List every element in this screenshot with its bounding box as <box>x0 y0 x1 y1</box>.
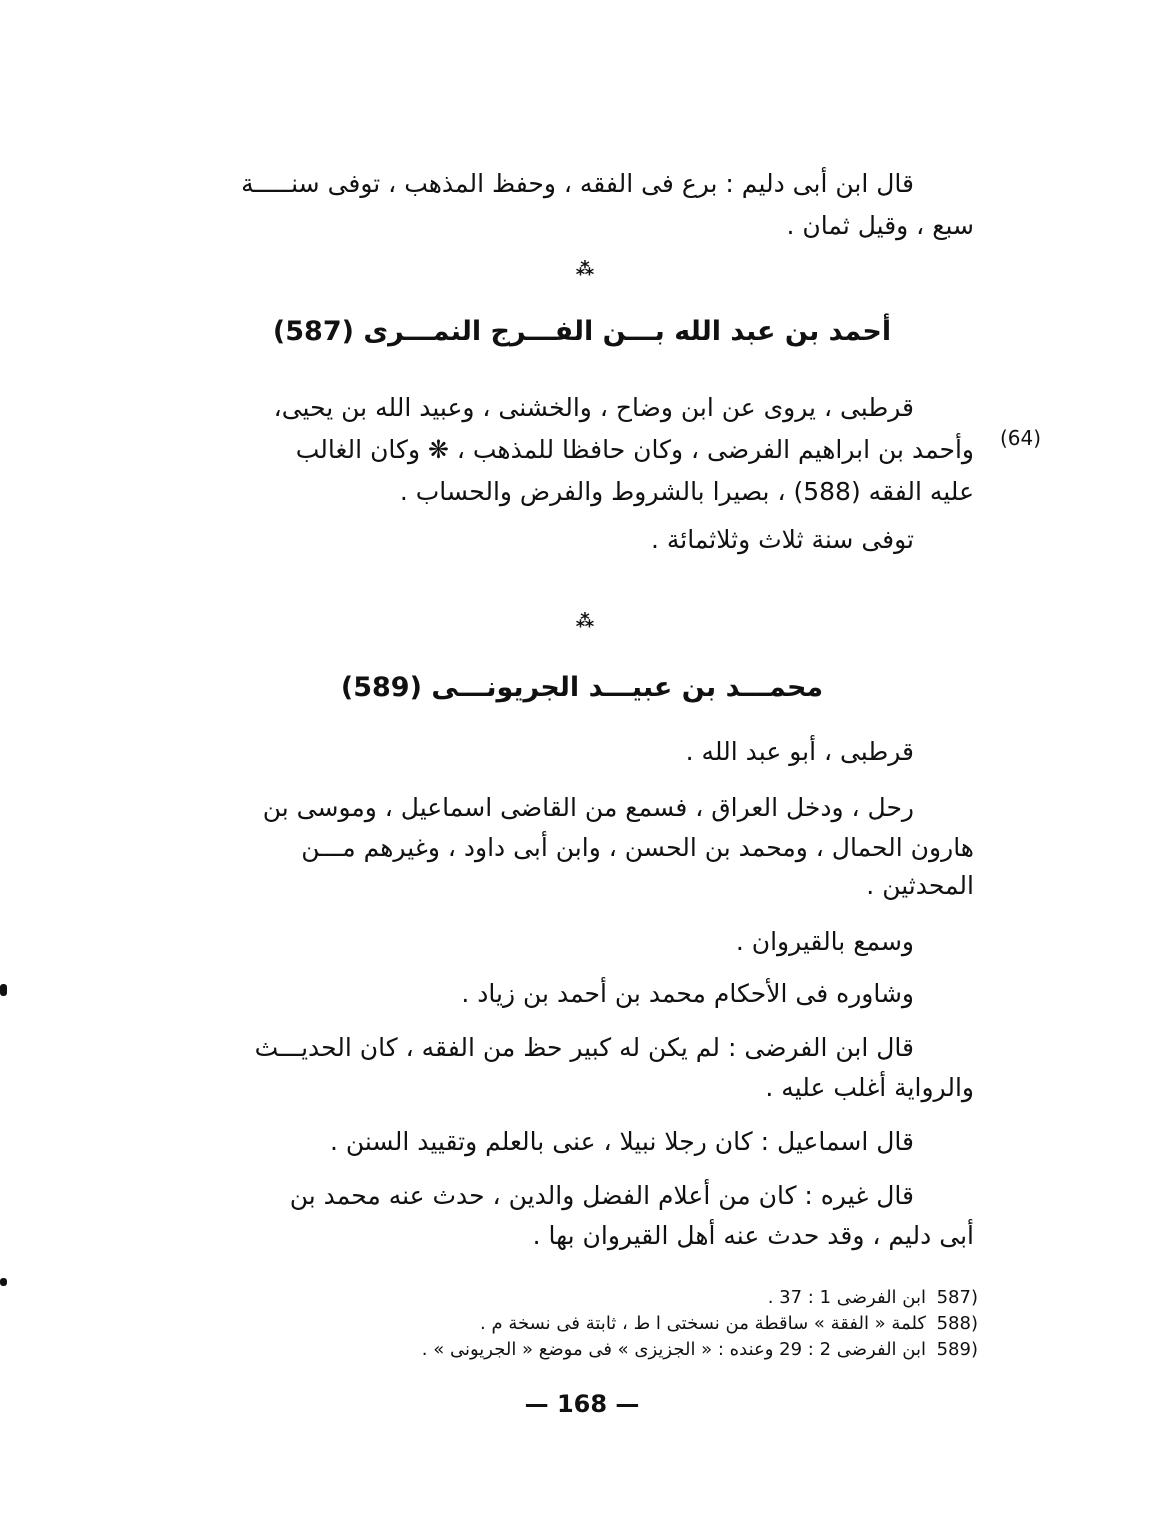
footnote-text: كلمة « الفقة » ساقطة من نسختى ا ط ، ثابتة فى نسخة م . <box>480 1313 926 1334</box>
scan-mark <box>0 1278 7 1286</box>
text-line: قرطبى ، أبو عبد الله . <box>685 737 914 766</box>
text-line: وأحمد بن ابراهيم الفرضى ، وكان حافظا للمذهب ، ❋ وكان الغالب <box>295 435 974 464</box>
text-line: عليه الفقه (588) ، بصيرا بالشروط والفرض والحساب . <box>399 477 974 506</box>
text-line: سبع ، وقيل ثمان . <box>786 211 974 240</box>
text-line: وشاوره فى الأحكام محمد بن أحمد بن زياد . <box>461 979 914 1008</box>
section-separator: ⁂ <box>575 611 589 632</box>
text-line: قال غيره : كان من أعلام الفضل والدين ، حدث عنه محمد بن <box>289 1181 914 1210</box>
entry-heading: محمـــد بن عبيـــد الجريونـــى (589) <box>340 672 824 703</box>
text-line: قال ابن أبى دليم : برع فى الفقه ، وحفظ المذهب ، توفى سنـــــة <box>241 169 914 198</box>
text-line: هارون الحمال ، ومحمد بن الحسن ، وابن أبى داود ، وغيرهم مـــن <box>301 833 974 862</box>
text-line: قال اسماعيل : كان رجلا نبيلا ، عنى بالعلم وتقييد السنن . <box>329 1127 914 1156</box>
text-line: وسمع بالقيروان . <box>735 927 914 956</box>
footnote-number: 589) <box>936 1339 978 1360</box>
footnote-number: 587) <box>936 1287 978 1308</box>
footnote-number: 588) <box>936 1313 978 1334</box>
margin-reference: (64) <box>1000 426 1042 450</box>
footnote <box>422 1338 978 1362</box>
entry-heading: أحمد بن عبد الله بـــن الفـــرج النمـــرى (587) <box>272 316 892 347</box>
scan-mark <box>0 984 7 996</box>
text-line: والرواية أغلب عليه . <box>765 1073 974 1102</box>
page-number: — 168 — <box>524 1390 640 1418</box>
section-separator: ⁂ <box>575 259 589 280</box>
footnote-text: ابن الفرضى 1 : 37 . <box>767 1287 926 1308</box>
text-line: قال ابن الفرضى : لم يكن له كبير حظ من الفقه ، كان الحديـــث <box>254 1033 914 1062</box>
text-line: رحل ، ودخل العراق ، فسمع من القاضى اسماعيل ، وموسى بن <box>262 793 914 822</box>
footnote-text: ابن الفرضى 2 : 29 وعنده : « الجزيزى » فى موضع « الجريونى » . <box>421 1339 926 1360</box>
footnote <box>480 1312 978 1336</box>
footnote <box>768 1286 978 1310</box>
text-line: أبى دليم ، وقد حدث عنه أهل القيروان بها . <box>532 1221 974 1250</box>
text-line: توفى سنة ثلاث وثلاثمائة . <box>650 525 914 554</box>
text-line: قرطبى ، يروى عن ابن وضاح ، والخشنى ، وعبيد الله بن يحيى، <box>273 393 914 422</box>
text-line: المحدثين . <box>866 871 974 900</box>
